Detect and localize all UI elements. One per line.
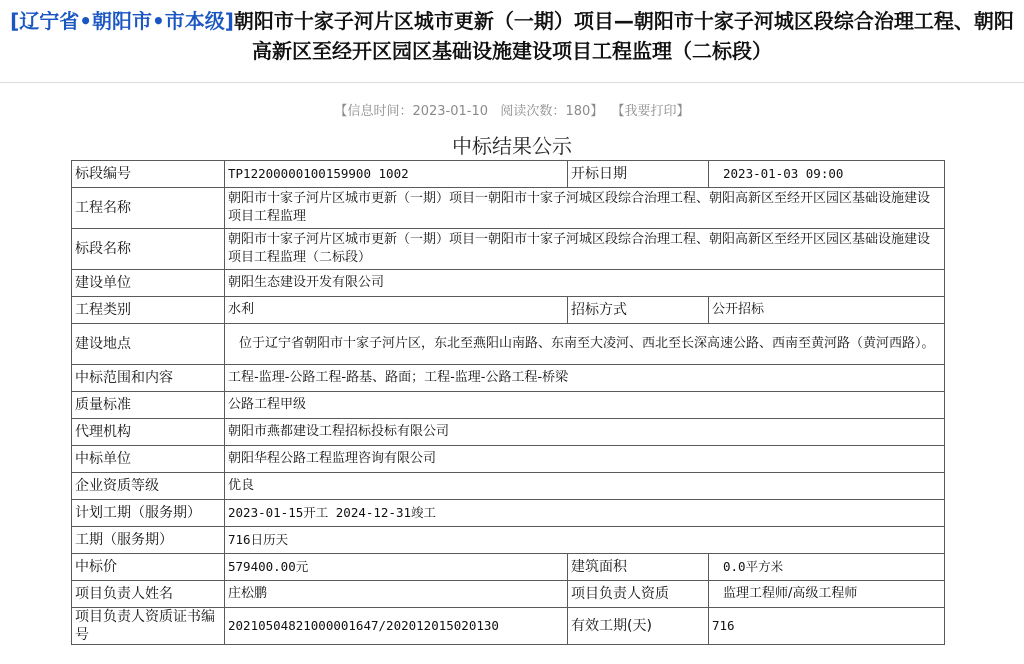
agency-label: 代理机构 (72, 419, 225, 446)
meta-views-label: 阅读次数： (500, 104, 566, 119)
info-meta-bar (0, 100, 1024, 119)
manager-label: 项目负责人姓名 (72, 581, 225, 608)
winner-label: 中标单位 (72, 446, 225, 473)
cert-label: 项目负责人资质证书编号 (72, 608, 225, 645)
section-no-label: 标段编号 (72, 161, 225, 188)
manager-value: 庄松鹏 (225, 581, 568, 608)
table-row (72, 581, 945, 608)
table-row (72, 473, 945, 500)
section-no-value: TP12200000100159900 1002 (225, 161, 568, 188)
open-date-value: 2023-01-03 09:00 (709, 161, 945, 188)
table-row (72, 229, 945, 270)
table-row (72, 270, 945, 297)
agency-value: 朝阳市燕都建设工程招标投标有限公司 (225, 419, 945, 446)
quality-label: 质量标准 (72, 392, 225, 419)
meta-time-value: 2023-01-10 (412, 104, 489, 119)
table-row (72, 297, 945, 324)
meta-views-value: 180 (565, 104, 591, 119)
method-label: 招标方式 (568, 297, 709, 324)
valid-label: 有效工期(天) (568, 608, 709, 645)
category-value: 水利 (225, 297, 568, 324)
table-row (72, 554, 945, 581)
plan-value: 2023-01-15开工 2024-12-31竣工 (225, 500, 945, 527)
winner-value: 朝阳华程公路工程监理咨询有限公司 (225, 446, 945, 473)
area-value: 0.0平方米 (709, 554, 945, 581)
table-row (72, 527, 945, 554)
method-value: 公开招标 (709, 297, 945, 324)
project-name-value: 朝阳市十家子河片区城市更新（一期）项目一朝阳市十家子河城区段综合治理工程、朝阳高新区至经开区园区基础设施建设项目工程监理 (225, 188, 945, 229)
table-row (72, 392, 945, 419)
table-row (72, 419, 945, 446)
grade-label: 企业资质等级 (72, 473, 225, 500)
price-label: 中标价 (72, 554, 225, 581)
document-title: 中标结果公示 (452, 134, 572, 158)
section-name-value: 朝阳市十家子河片区城市更新（一期）项目一朝阳市十家子河城区段综合治理工程、朝阳高新区至经开区园区基础设施建设项目工程监理（二标段） (225, 229, 945, 270)
bid-result-table (71, 160, 945, 645)
duration-label: 工期（服务期） (72, 527, 225, 554)
print-link[interactable]: 【我要打印】 (611, 104, 690, 119)
duration-value: 716日历天 (225, 527, 945, 554)
project-name-label: 工程名称 (72, 188, 225, 229)
price-value: 579400.00元 (225, 554, 568, 581)
manager-qual-value: 监理工程师/高级工程师 (709, 581, 945, 608)
table-row (72, 500, 945, 527)
announcement-header (0, 0, 1024, 82)
meta-time-label: 信息时间： (347, 104, 413, 119)
manager-qual-label: 项目负责人资质 (568, 581, 709, 608)
quality-value: 公路工程甲级 (225, 392, 945, 419)
table-row (72, 324, 945, 365)
title-text: 朝阳市十家子河片区城市更新（一期）项目—朝阳市十家子河城区段综合治理工程、朝阳高新区至经开区园区基础设施建设项目工程监理（二标段） (233, 9, 1014, 63)
category-label: 工程类别 (72, 297, 225, 324)
open-date-label: 开标日期 (568, 161, 709, 188)
meta-close-bracket: 】 (590, 104, 604, 119)
table-row (72, 446, 945, 473)
area-label: 建筑面积 (568, 554, 709, 581)
meta-open-bracket: 【 (334, 104, 348, 119)
location-label: 建设地点 (72, 324, 225, 365)
scope-label: 中标范围和内容 (72, 365, 225, 392)
location-value: 位于辽宁省朝阳市十家子河片区，东北至燕阳山南路、东南至大凌河、西北至长深高速公路、西南至黄河路（黄河西路）。 (225, 324, 945, 365)
header-divider (0, 82, 1024, 83)
builder-label: 建设单位 (72, 270, 225, 297)
scope-value: 工程-监理-公路工程-路基、路面；工程-监理-公路工程-桥梁 (225, 365, 945, 392)
valid-value: 716 (709, 608, 945, 645)
table-row (72, 188, 945, 229)
region-tag[interactable]: [辽宁省•朝阳市•市本级] (10, 9, 234, 33)
builder-value: 朝阳生态建设开发有限公司 (225, 270, 945, 297)
table-row (72, 161, 945, 188)
table-row (72, 608, 945, 645)
plan-label: 计划工期（服务期） (72, 500, 225, 527)
section-name-label: 标段名称 (72, 229, 225, 270)
cert-value: 20210504821000001647/202012015020130 (225, 608, 568, 645)
announcement-title (0, 0, 1024, 66)
table-row (72, 365, 945, 392)
grade-value: 优良 (225, 473, 945, 500)
